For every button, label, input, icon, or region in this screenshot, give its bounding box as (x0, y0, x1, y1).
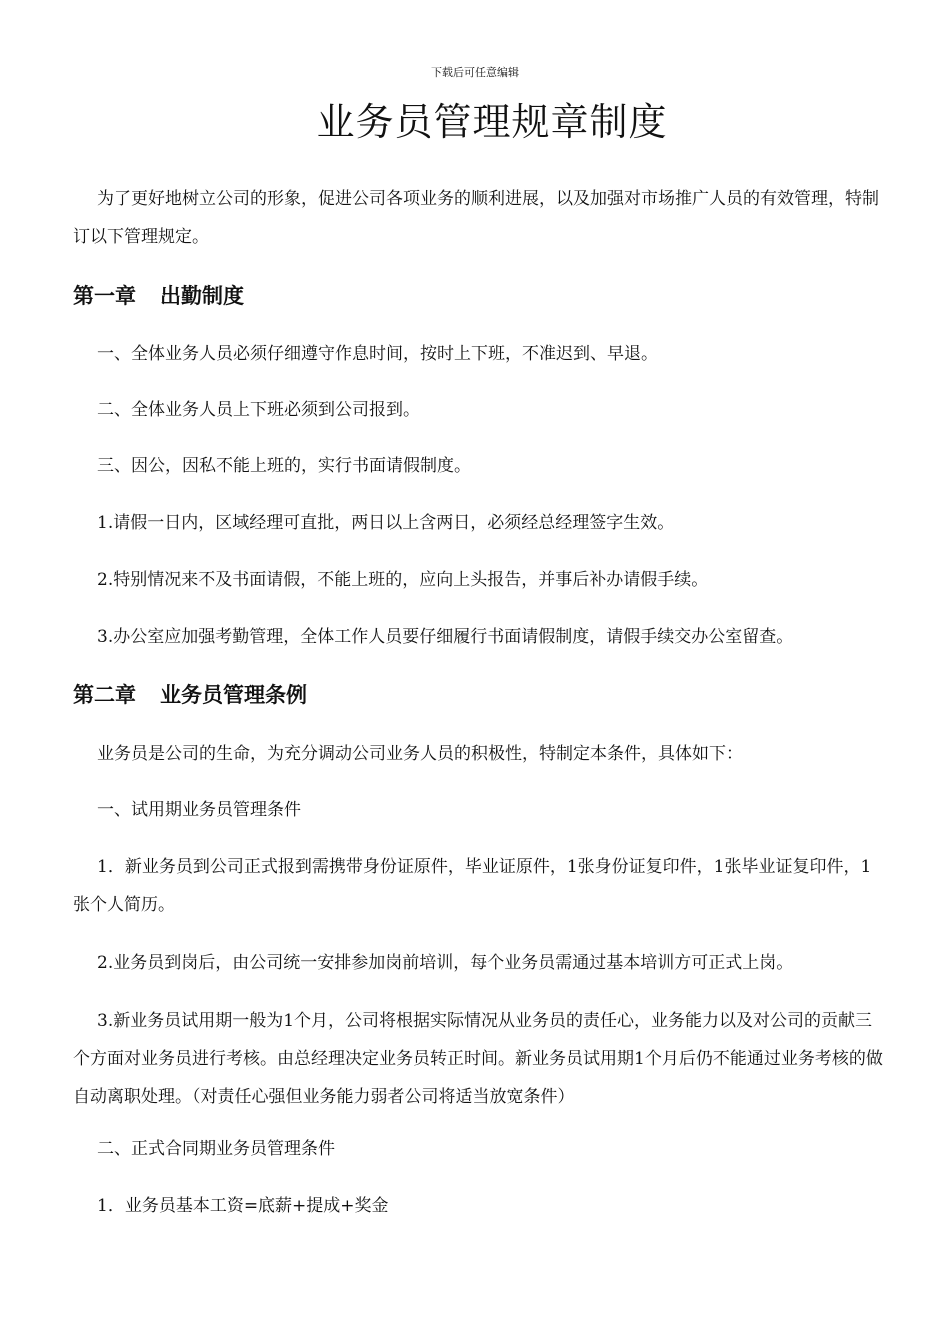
section-1-heading: 一、试用期业务员管理条件 (97, 800, 301, 820)
chapter-1-number: 第一章 (73, 284, 136, 308)
chapter-1-item: 1.请假一日内，区域经理可直批，两日以上含两日，必须经总经理签字生效。 (97, 513, 675, 533)
header-note: 下载后可任意编辑 (431, 66, 519, 79)
chapter-2-heading (73, 680, 307, 710)
document-title: 业务员管理规章制度 (316, 100, 668, 144)
chapter-2-number: 第二章 (73, 683, 136, 707)
chapter-1-item: 二、全体业务人员上下班必须到公司报到。 (97, 400, 420, 420)
section-1-item: 2.业务员到岗后，由公司统一安排参加岗前培训，每个业务员需通过基本培训方可正式上岗。 (97, 953, 794, 973)
chapter-2-name: 业务员管理条例 (160, 683, 307, 707)
chapter-1-item: 2.特别情况来不及书面请假，不能上班的，应向上头报告，并事后补办请假手续。 (97, 570, 709, 590)
chapter-2-intro: 业务员是公司的生命，为充分调动公司业务人员的积极性，特制定本条件，具体如下： (97, 744, 743, 764)
intro-paragraph: 为了更好地树立公司的形象，促进公司各项业务的顺利进展，以及加强对市场推广人员的有效管理，特制订以下管理规定。 (73, 189, 879, 247)
chapter-1-name: 出勤制度 (160, 284, 244, 308)
section-1-item: 1．新业务员到公司正式报到需携带身份证原件，毕业证原件，1张身份证复印件，1张毕业证复印件，1张个人简历。 (73, 857, 872, 915)
section-2-item: 1．业务员基本工资=底薪+提成+奖金 (97, 1196, 389, 1216)
chapter-1-item: 3.办公室应加强考勤管理，全体工作人员要仔细履行书面请假制度，请假手续交办公室留查。 (97, 627, 794, 647)
section-2-heading: 二、正式合同期业务员管理条件 (97, 1139, 335, 1159)
chapter-1-item: 一、全体业务人员必须仔细遵守作息时间，按时上下班，不准迟到、早退。 (97, 344, 658, 364)
chapter-1-heading (73, 281, 244, 311)
section-1-item: 3.新业务员试用期一般为1个月，公司将根据实际情况从业务员的责任心，业务能力以及对公司的贡献三个方面对业务员进行考核。由总经理决定业务员转正时间。新业务员试用期1个月后仍不能通过业务考核的做自动离职处理。（对责任心强但业务能力弱者公司将适当放宽条件） (73, 1011, 883, 1107)
chapter-1-item: 三、因公，因私不能上班的，实行书面请假制度。 (97, 456, 471, 476)
